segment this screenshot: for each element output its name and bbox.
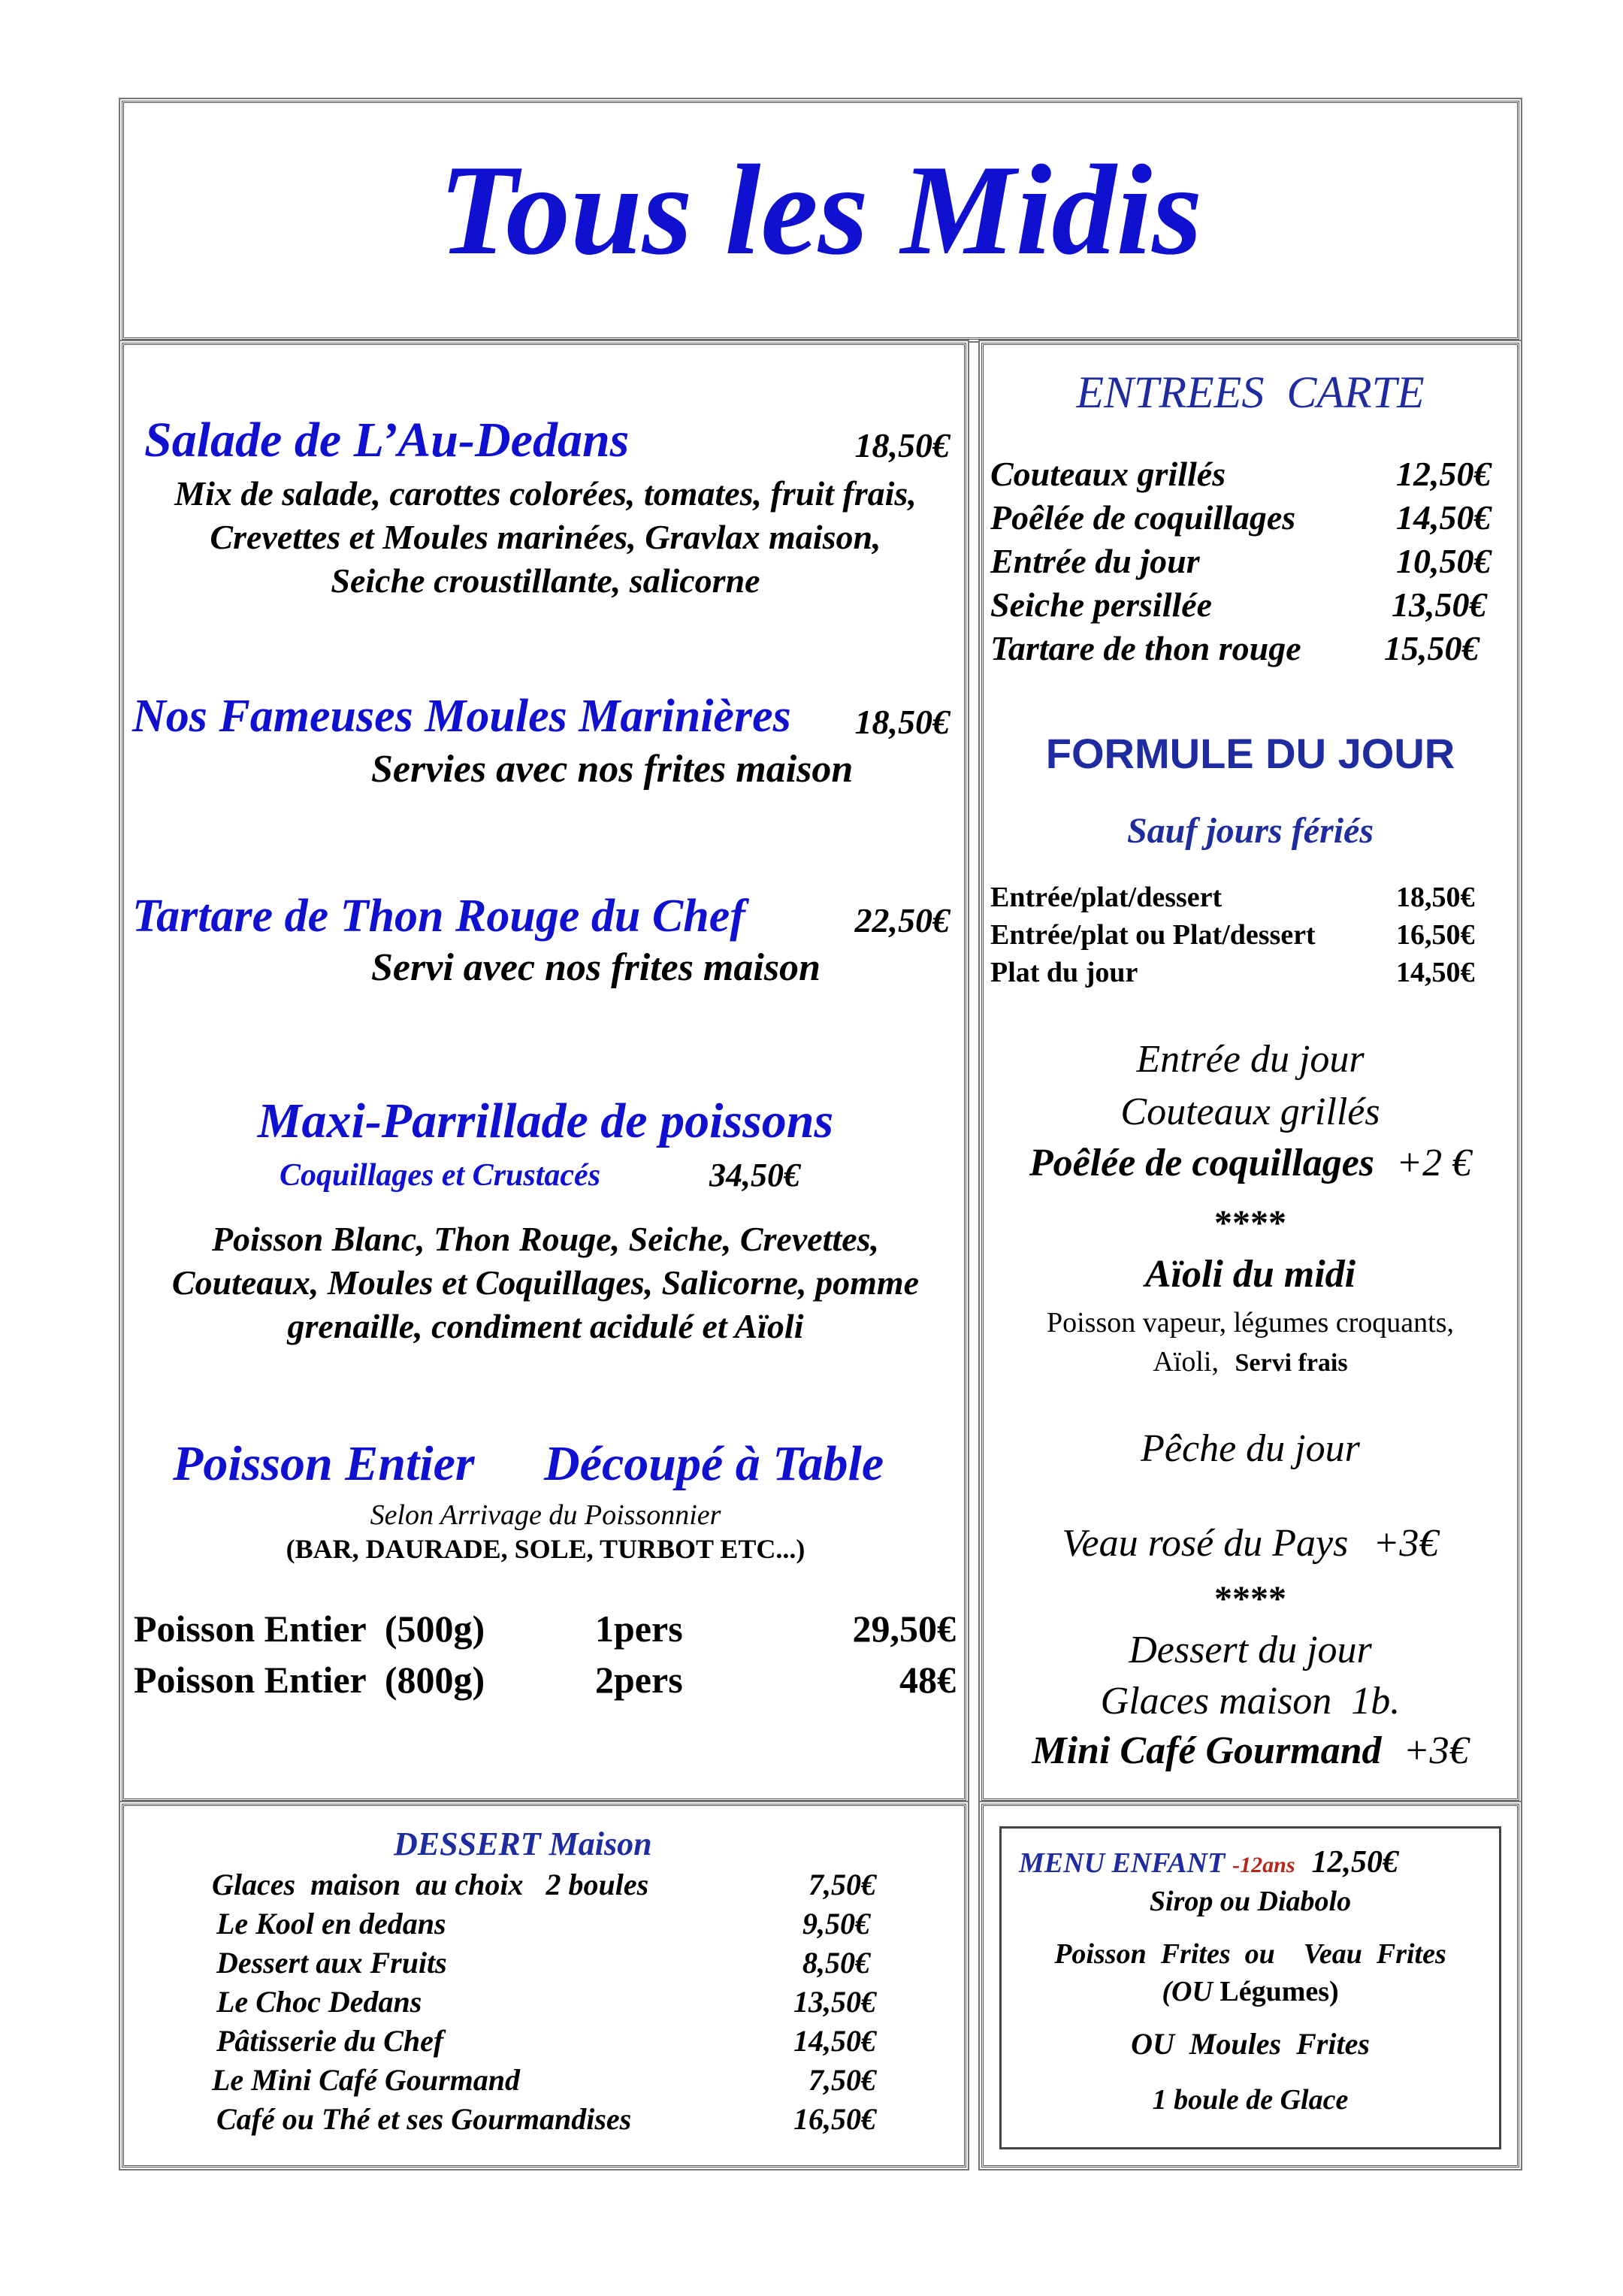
formule-3-price: 14,50€	[1396, 957, 1475, 988]
enfant-line-5: 1 boule de Glace	[1152, 2084, 1349, 2116]
dessert-3-name: Dessert aux Fruits	[216, 1946, 447, 1980]
dessert-1-price: 7,50€	[808, 1868, 876, 1901]
enfant-line-3a: (OU	[1162, 1976, 1213, 2007]
salade-desc-2: Crevettes et Moules marinées, Gravlax maison,	[210, 518, 881, 556]
entree-1-price: 12,50€	[1396, 455, 1492, 493]
poisson-500-name: Poisson Entier (500g)	[134, 1608, 485, 1650]
dessert-4-price: 13,50€	[793, 1985, 876, 2019]
enfant-title: MENU ENFANT	[1019, 1847, 1226, 1879]
dessert-7-name: Café ou Thé et ses Gourmandises	[216, 2102, 632, 2136]
formule-1-name: Entrée/plat/dessert	[990, 882, 1223, 913]
dessert-2-price: 9,50€	[802, 1907, 870, 1941]
enfant-line-3	[999, 1975, 1501, 2008]
tartare-desc: Servi avec nos frites maison	[371, 946, 821, 989]
enfant-price: 12,50€	[1311, 1845, 1399, 1880]
menu-entree-2: Couteaux grillés	[1120, 1091, 1380, 1133]
poisson-800-price: 48€	[899, 1659, 956, 1701]
poisson-entier-subtitle: Selon Arrivage du Poissonnier	[370, 1499, 721, 1531]
entree-4-price: 13,50€	[1392, 585, 1487, 624]
menu-aioli: Aïoli du midi	[1144, 1253, 1356, 1296]
entree-5-price: 15,50€	[1384, 629, 1479, 667]
entrees-title: ENTREES CARTE	[1076, 368, 1425, 417]
menu-separator-2: ****	[1214, 1579, 1286, 1619]
menu-veau-line	[981, 1521, 1519, 1565]
moules-name: Nos Fameuses Moules Marinières	[132, 691, 791, 742]
dessert-title: DESSERT Maison	[394, 1826, 652, 1862]
entree-3-price: 10,50€	[1396, 542, 1492, 580]
formule-1-price: 18,50€	[1396, 882, 1475, 913]
entree-2-price: 14,50€	[1396, 498, 1492, 537]
poisson-500-price: 29,50€	[852, 1608, 956, 1650]
enfant-line-2: Poisson Frites ou Veau Frites	[1054, 1938, 1446, 1970]
menu-dessert-3-extra: +3€	[1403, 1729, 1469, 1772]
entree-3-name: Entrée du jour	[990, 542, 1200, 580]
dessert-7-price: 16,50€	[793, 2102, 876, 2136]
parrillade-subtitle: Coquillages et Crustacés	[280, 1158, 601, 1193]
entree-4-name: Seiche persillée	[990, 585, 1213, 624]
menu-veau: Veau rosé du Pays	[1062, 1522, 1349, 1565]
enfant-line-3b: Légumes)	[1220, 1976, 1339, 2007]
menu-entree-3-line	[981, 1141, 1519, 1185]
menu-separator-1: ****	[1214, 1203, 1286, 1243]
formule-title: FORMULE DU JOUR	[1045, 730, 1455, 777]
menu-dessert-3-line	[981, 1729, 1519, 1773]
moules-price: 18,50€	[854, 703, 950, 741]
entree-1-name: Couteaux grillés	[990, 455, 1226, 493]
parrillade-desc-1: Poisson Blanc, Thon Rouge, Seiche, Crevettes,	[211, 1220, 880, 1258]
poisson-500-pers: 1pers	[595, 1608, 683, 1650]
dessert-5-price: 14,50€	[793, 2024, 876, 2058]
formule-3-name: Plat du jour	[990, 957, 1138, 988]
menu-aioli-served: Servi frais	[1235, 1349, 1348, 1377]
enfant-title-line	[1019, 1844, 1398, 1880]
moules-desc: Servies avec nos frites maison	[371, 748, 854, 791]
poisson-entier-list: (BAR, DAURADE, SOLE, TURBOT ETC...)	[286, 1534, 805, 1564]
dessert-1-name: Glaces maison au choix 2 boules	[212, 1868, 649, 1901]
entree-5-name: Tartare de thon rouge	[990, 629, 1301, 667]
dessert-4-name: Le Choc Dedans	[216, 1985, 422, 2019]
menu-veau-extra: +3€	[1373, 1522, 1439, 1565]
dessert-6-name: Le Mini Café Gourmand	[212, 2063, 521, 2097]
salade-price: 18,50€	[854, 426, 950, 464]
formule-2-name: Entrée/plat ou Plat/dessert	[990, 919, 1316, 951]
menu-aioli-desc-2: Aïoli,	[1153, 1346, 1219, 1378]
menu-peche: Pêche du jour	[1141, 1427, 1360, 1470]
menu-entree-1: Entrée du jour	[1136, 1038, 1365, 1081]
page-title: Tous les Midis	[438, 139, 1203, 282]
menu-dessert-3: Mini Café Gourmand	[1032, 1729, 1382, 1772]
tartare-name: Tartare de Thon Rouge du Chef	[132, 891, 745, 942]
poisson-800-name: Poisson Entier (800g)	[134, 1659, 485, 1701]
poisson-entier-title-b: Découpé à Table	[544, 1436, 884, 1491]
salade-name: Salade de L’Au-Dedans	[144, 413, 630, 467]
menu-aioli-desc-1: Poisson vapeur, légumes croquants,	[1046, 1307, 1454, 1339]
parrillade-desc-3: grenaille, condiment acidulé et Aïoli	[287, 1307, 804, 1345]
enfant-line-1: Sirop ou Diabolo	[1149, 1886, 1352, 1917]
dessert-3-price: 8,50€	[802, 1946, 870, 1980]
dessert-6-price: 7,50€	[808, 2063, 876, 2097]
menu-dessert-2: Glaces maison 1b.	[1100, 1680, 1401, 1723]
dessert-2-name: Le Kool en dedans	[216, 1907, 446, 1941]
salade-desc-1: Mix de salade, carottes colorées, tomates, fruit frais,	[174, 474, 917, 513]
formule-subtitle: Sauf jours fériés	[1126, 811, 1374, 851]
parrillade-desc-2: Couteaux, Moules et Coquillages, Salicorne, pomme	[171, 1263, 920, 1302]
poisson-800-pers: 2pers	[595, 1659, 683, 1701]
enfant-line-4: OU Moules Frites	[1131, 2027, 1370, 2061]
parrillade-name: Maxi-Parrillade de poissons	[257, 1094, 834, 1148]
enfant-age: -12ans	[1232, 1853, 1295, 1877]
menu-entree-3-extra: +2 €	[1396, 1142, 1472, 1184]
dessert-5-name: Pâtisserie du Chef	[216, 2024, 444, 2058]
menu-dessert-1: Dessert du jour	[1129, 1629, 1372, 1671]
entree-2-name: Poêlée de coquillages	[990, 498, 1296, 537]
formule-2-price: 16,50€	[1396, 919, 1475, 951]
menu-entree-3: Poêlée de coquillages	[1029, 1142, 1375, 1184]
poisson-entier-title-a: Poisson Entier	[173, 1436, 475, 1491]
menu-aioli-desc-2-line	[981, 1345, 1519, 1378]
parrillade-price: 34,50€	[709, 1157, 800, 1193]
tartare-price: 22,50€	[854, 901, 950, 939]
salade-desc-3: Seiche croustillante, salicorne	[331, 561, 760, 600]
